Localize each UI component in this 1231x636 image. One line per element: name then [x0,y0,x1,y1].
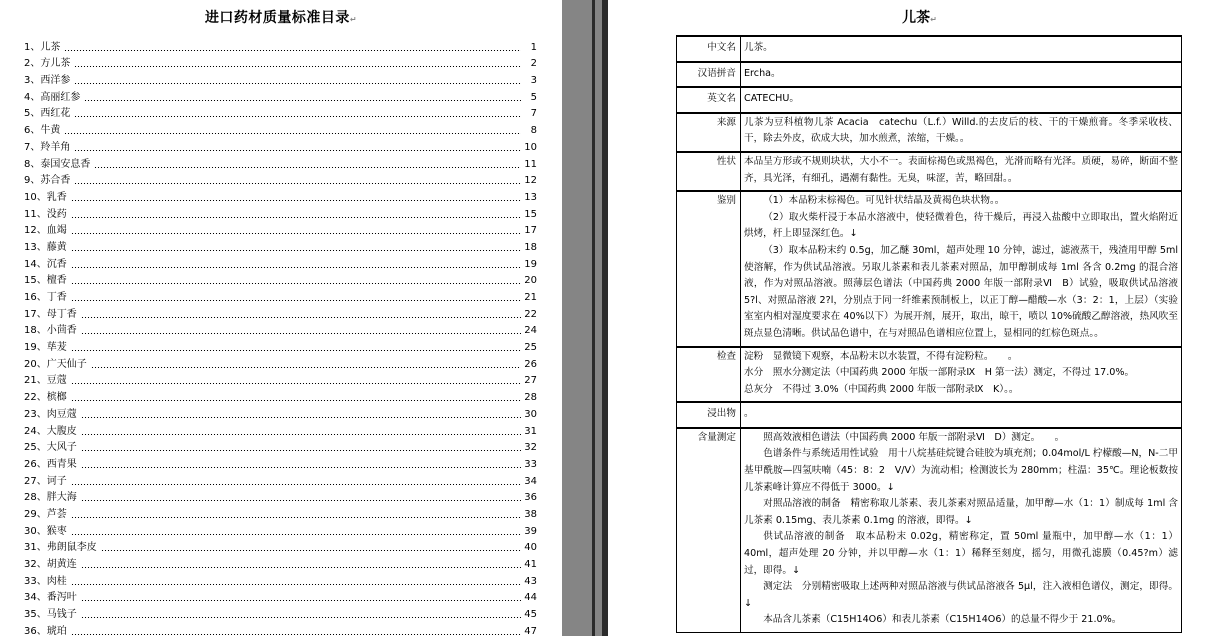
monograph-paragraph: （3）取本品粉末约 0.5g，加乙醚 30ml，超声处理 10 分钟，滤过，滤液蒸干，残渣用甲醇 5ml 使溶解，作为供试品溶液。另取儿茶素和表儿茶素对照品，加甲醇制成每 1ml 各含 0.2mg 的混合溶液，作为对照品溶液。照薄层色谱法（中国药典 2000 年版一部附录Ⅵ B）试验，吸取供试品溶液 5?l、对照品溶液 2?l，分别点于同一纤维素预制板上，以正丁醇—醋酸—水（3：2：1，上层）（实验室室内相对湿度要求在 40%以下）为展开剂，展开，取出，晾干，喷以 10%硫酸乙醇溶液，热风吹至斑点显色清晰。供试品色谱中，在与对照品色谱相应位置上，显相同的红棕色斑点。。 [744,244,1178,339]
toc-dot-leader [81,600,521,601]
monograph-field-label: 浸出物 [677,402,741,428]
toc-page-number: 28 [524,392,537,404]
toc-dot-leader [91,367,521,368]
toc-dot-leader [81,317,521,318]
toc-entry-label: 35、马钱子 [24,609,77,621]
toc-page-number: 43 [524,575,537,587]
toc-entry[interactable] [24,554,537,571]
toc-entry[interactable] [24,504,537,521]
monograph-paragraph: （2）取火柴杆浸于本品水溶液中，使轻微着色，待干燥后，再浸入盐酸中立即取出，置火焰附近烘烤，杆上即显深红色。↓ [744,211,1178,240]
monograph-field-label: 含量测定 [677,428,741,633]
page-gutter [562,0,608,636]
toc-entry-label: 23、肉豆蔻 [24,408,77,420]
toc-dot-leader [71,584,521,585]
toc-entry[interactable] [24,337,537,354]
toc-entry-label: 32、胡黄连 [24,559,77,570]
monograph-title [608,7,1231,27]
toc-entry-label: 5、西红花 [24,108,71,120]
toc-page-number: 33 [524,458,537,470]
toc-entry[interactable] [24,87,537,104]
toc-entry-label: 6、牛黄 [24,125,61,137]
page-edge-left [592,0,595,636]
toc-dot-leader [71,200,521,201]
toc-entry-label: 15、檀香 [24,275,67,287]
toc-entry[interactable] [24,154,537,171]
toc-entry-label: 10、乳香 [24,191,67,203]
toc-entry[interactable] [24,70,537,87]
toc-entry[interactable] [24,287,537,304]
toc-entry-label: 17、母丁香 [24,308,77,320]
toc-entry-label: 27、诃子 [24,475,67,487]
toc-page-number: 34 [524,475,537,487]
monograph-paragraph: 测定法 分别精密吸取上述两种对照品溶液与供试品溶液各 5μl，注入液相色谱仪，测定，即得。↓ [744,581,1178,609]
toc-entry[interactable] [24,304,537,321]
monograph-title-text: 儿茶 [902,10,931,26]
toc-entry[interactable] [24,54,537,71]
toc-list [24,37,537,636]
monograph-field-label: 性状 [677,152,741,191]
toc-entry[interactable] [24,488,537,505]
toc-entry[interactable] [24,604,537,621]
monograph-table [676,35,1182,633]
toc-page-number: 17 [524,225,537,237]
toc-dot-leader [71,350,521,351]
monograph-paragraph: CATECHU。 [744,93,799,105]
monograph-field-value [741,87,1182,113]
monograph-row [677,428,1182,633]
toc-dot-leader [71,300,521,301]
toc-page-number: 30 [524,408,537,420]
toc-dot-leader [71,534,521,535]
toc-entry[interactable] [24,104,537,121]
toc-page-number: 18 [524,241,537,253]
monograph-row [677,347,1182,403]
monograph-field-value [741,113,1182,152]
monograph-paragraph: 淀粉 显微镜下观察，本品粉末以水装置，不得有淀粉粒。 。 [744,350,1018,362]
paragraph-mark: ↵ [930,15,937,24]
monograph-row [677,36,1182,62]
monograph-field-label: 中文名 [677,36,741,62]
toc-page-number: 41 [524,559,537,570]
toc-dot-leader [84,100,521,101]
monograph-field-value [741,347,1182,403]
toc-entry-label: 19、荜茇 [24,342,67,354]
monograph-paragraph: 照高效液相色谱法（中国药典 2000 年版一部附录Ⅵ D）测定。 。 [763,431,1065,443]
monograph-field-label: 来源 [677,113,741,152]
toc-entry-label: 11、没药 [24,208,67,220]
toc-page-number: 2 [530,58,537,70]
toc-entry-label: 33、肉桂 [24,575,67,587]
toc-dot-leader [94,167,521,168]
paragraph-mark: ↵ [349,15,358,24]
toc-dot-leader [81,617,521,618]
toc-dot-leader [81,567,521,568]
toc-dot-leader [81,434,521,435]
monograph-row [677,87,1182,113]
toc-dot-leader [71,634,521,635]
toc-entry[interactable] [24,354,537,371]
toc-entry-label: 31、弗朗鼠李皮 [24,542,97,554]
monograph-paragraph: 儿茶。 [744,42,773,53]
toc-entry[interactable] [24,171,537,188]
monograph-field-label: 鉴别 [677,191,741,346]
toc-page-number: 25 [524,342,537,354]
toc-dot-leader [74,116,521,117]
toc-entry[interactable] [24,237,537,254]
toc-dot-leader [64,133,521,134]
monograph-field-label: 英文名 [677,87,741,113]
toc-entry-label: 1、儿茶 [24,41,61,53]
toc-entry-label: 3、西洋参 [24,75,71,87]
toc-dot-leader [101,550,521,551]
monograph-paragraph: Ercha。 [744,67,781,79]
toc-title [0,7,562,27]
toc-entry-label: 16、丁香 [24,292,67,303]
toc-entry-label: 34、番泻叶 [24,592,77,604]
monograph-paragraph: 供试品溶液的制备 取本品粉末 0.02g，精密称定，置 50ml 量瓶中，加甲醇—水（1：1）40ml，超声处理 20 分钟，并以甲醇—水（1：1）稀释至刻度，摇匀，用微孔滤膜（0.45?m）滤过，即得。↓ [744,531,1178,576]
toc-dot-leader [81,417,521,418]
toc-page-number: 47 [524,625,537,636]
toc-entry-label: 29、芦荟 [24,508,67,520]
toc-page-number: 15 [524,208,537,220]
toc-page-number: 31 [524,425,537,437]
toc-page [0,0,562,636]
monograph-field-value [741,428,1182,633]
toc-entry[interactable] [24,371,537,388]
toc-page-number: 22 [524,308,537,320]
toc-entry[interactable] [24,204,537,221]
toc-dot-leader [74,66,521,67]
monograph-field-label: 检查 [677,347,741,403]
toc-entry[interactable] [24,37,537,54]
monograph-paragraph: 儿茶为豆科植物儿茶 Acacia catechu（L.f.）Willd.的去皮后的枝、干的干燥煎膏。冬季采收枝、干，除去外皮，砍成大块，加水煎煮，浓缩，干燥。。 [744,116,1178,145]
monograph-field-label: 汉语拼音 [677,62,741,88]
monograph-row [677,152,1182,191]
toc-page-number: 21 [524,292,537,303]
toc-page-number: 3 [530,75,537,87]
toc-entry-label: 13、藤黄 [24,241,67,253]
toc-page-number: 36 [524,492,537,504]
toc-dot-leader [74,183,521,184]
toc-entry-label: 7、羚羊角 [24,141,71,153]
toc-dot-leader [74,83,521,84]
toc-entry-label: 36、琥珀 [24,625,67,636]
monograph-field-value [741,36,1182,62]
toc-entry[interactable] [24,421,537,438]
toc-page-number: 20 [524,275,537,287]
toc-dot-leader [71,217,521,218]
toc-entry[interactable] [24,271,537,288]
monograph-paragraph: 本品呈方形或不规则块状，大小不一。表面棕褐色或黑褐色，光滑而略有光泽。质硬，易碎，断面不整齐，具光泽，有细孔，遇潮有黏性。无臭，味涩，苦，略回甜。。 [744,155,1178,184]
toc-entry-label: 22、槟榔 [24,392,67,404]
toc-entry[interactable] [24,120,537,137]
toc-page-number: 5 [530,91,537,103]
toc-dot-leader [71,383,521,384]
toc-page-number: 13 [524,191,537,203]
monograph-row [677,62,1182,88]
monograph-field-value [741,62,1182,88]
toc-dot-leader [81,467,521,468]
toc-entry[interactable] [24,438,537,455]
toc-entry[interactable] [24,471,537,488]
monograph-row [677,402,1182,428]
toc-page-number: 39 [524,525,537,537]
toc-entry[interactable] [24,387,537,404]
toc-page-number: 8 [530,125,537,137]
toc-entry-label: 25、大风子 [24,442,77,454]
toc-entry-label: 18、小茴香 [24,325,77,337]
toc-entry-label: 8、泰国安息香 [24,158,91,170]
toc-entry[interactable] [24,538,537,555]
monograph-paragraph: 对照品溶液的制备 精密称取儿茶素、表儿茶素对照品适量，加甲醇—水（1：1）制成每 1ml 含儿茶素 0.15mg、表儿茶素 0.1mg 的溶液，即得。↓ [744,498,1178,526]
monograph-row [677,113,1182,152]
toc-entry-label: 4、高丽红参 [24,91,81,103]
toc-dot-leader [71,267,521,268]
toc-dot-leader [81,450,521,451]
toc-page-number: 12 [524,175,537,187]
monograph-field-value [741,152,1182,191]
toc-page-number: 32 [524,442,537,454]
toc-entry[interactable] [24,621,537,636]
toc-entry[interactable] [24,454,537,471]
toc-dot-leader [81,500,521,501]
monograph-field-value [741,402,1182,428]
monograph-paragraph: 本品含儿茶素（C15H14O6）和表儿茶素（C15H14O6）的总量不得少于 21.0%。 [763,614,1122,626]
toc-entry-label: 21、豆蔻 [24,375,67,387]
monograph-page [608,0,1231,636]
toc-entry[interactable] [24,321,537,338]
toc-entry-label: 2、方儿茶 [24,58,71,70]
toc-page-number: 10 [524,141,537,153]
toc-entry[interactable] [24,187,537,204]
monograph-paragraph: 总灰分 不得过 3.0%（中国药典 2000 年版一部附录Ⅸ K）。。 [744,383,1019,395]
monograph-paragraph: 水分 照水分测定法（中国药典 2000 年版一部附录Ⅸ H 第一法）测定，不得过 17.0%。 [744,367,1135,379]
toc-entry-label: 20、广天仙子 [24,358,87,370]
toc-entry-label: 28、胖大海 [24,492,77,504]
toc-dot-leader [71,283,521,284]
toc-page-number: 24 [524,325,537,337]
toc-entry[interactable] [24,137,537,154]
toc-entry[interactable] [24,221,537,238]
toc-dot-leader [71,484,521,485]
toc-dot-leader [64,50,521,51]
toc-entry[interactable] [24,254,537,271]
toc-entry-label: 12、血竭 [24,225,67,237]
toc-page-number: 27 [524,375,537,387]
toc-page-number: 1 [530,41,537,53]
toc-entry-label: 30、猴枣 [24,525,67,537]
toc-entry-label: 26、西青果 [24,458,77,470]
monograph-field-value [741,191,1182,346]
toc-page-number: 7 [530,108,537,120]
toc-page-number: 11 [524,158,537,170]
monograph-paragraph: （1）本品粉末棕褐色。可见针状结晶及黄褐色块状物。。 [763,195,1005,207]
toc-page-number: 26 [524,358,537,370]
toc-page-number: 45 [524,609,537,621]
toc-entry-label: 9、苏合香 [24,175,71,187]
toc-entry-label: 24、大腹皮 [24,425,77,437]
toc-dot-leader [71,233,521,234]
toc-entry[interactable] [24,571,537,588]
toc-dot-leader [71,517,521,518]
toc-page-number: 40 [524,542,537,554]
toc-page-number: 19 [524,258,537,270]
toc-dot-leader [74,150,521,151]
toc-entry[interactable] [24,404,537,421]
monograph-paragraph: 色谱条件与系统适用性试验 用十八烷基硅烷键合硅胶为填充剂；0.04mol/L 柠檬酸—N，N-二甲基甲酰胺—四氢呋喃（45：8：2 V/V）为流动相；检测波长为 280mm；柱温：35℃。理论板数按儿茶素峰计算应不得低于 3000。↓ [744,448,1178,493]
toc-entry-label: 14、沉香 [24,258,67,270]
toc-dot-leader [81,333,521,334]
toc-page-number: 38 [524,508,537,520]
toc-page-number: 44 [524,592,537,604]
monograph-row [677,191,1182,346]
toc-dot-leader [71,400,521,401]
toc-dot-leader [71,250,521,251]
toc-entry[interactable] [24,521,537,538]
toc-title-text: 进口药材质量标准目录 [204,10,350,26]
toc-entry[interactable] [24,588,537,605]
monograph-paragraph: 。 [744,408,754,420]
